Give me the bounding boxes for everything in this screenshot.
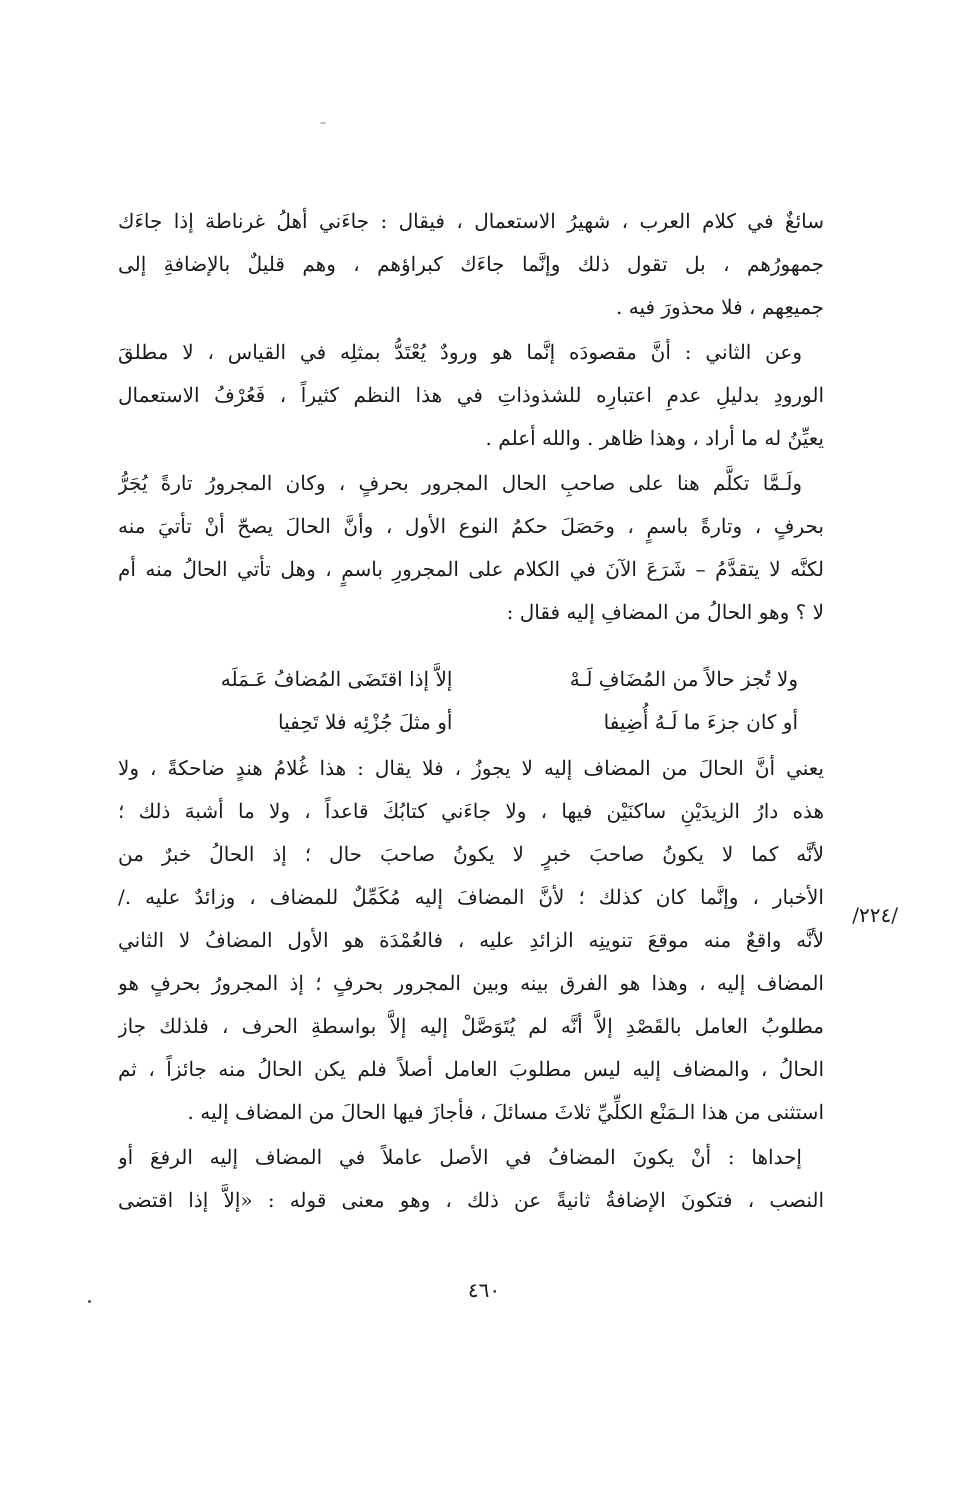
speck xyxy=(88,1300,91,1303)
verse-block xyxy=(158,658,798,744)
verse-first-hemistich: ولا تُجز حالاً من المُضَافِ لَـهْ xyxy=(569,667,798,691)
text-line: استثنى من هذا الـمَنْع الكلِّيِّ ثلاثَ مسائلَ ، فأجازَ فيها الحالَ من المضاف إليه . xyxy=(187,1100,824,1124)
text-line: مطلوبُ العامل بالقَصْدِ إلاَّ أنَّه لم يُتَوَصَّلْ إليه إلاَّ بواسطةِ الحرف ، فلذلك جاز xyxy=(118,1014,824,1038)
text-line: لأنَّه واقعٌ منه موقعَ تنوينِه الزائدِ عليه ، فالعُمْدَة هو الأول المضافُ لا الثاني xyxy=(118,928,824,952)
verse-second-hemistich: إلاَّ إذا اقتَضَى المُضافُ عَـمَلَه xyxy=(220,667,453,691)
text-line: يعني أنَّ الحالَ من المضاف إليه لا يجوزُ ، فلا يقال : هذا غُلامُ هندٍ ضاحكةً ، ولا xyxy=(118,756,824,780)
text-line: بحرفٍ ، وتارةً باسمٍ ، وحَصَلَ حكمُ النوع الأول ، وأنَّ الحالَ يصحّ أنْ تأتيَ منه xyxy=(118,514,824,538)
text-line: هذه دارُ الزيدَيْنِ ساكنَيْن فيها ، ولا جاءَني كتابُكَ قاعداً ، ولا ما أشبهَ ذلك ؛ xyxy=(118,799,824,823)
verse-line xyxy=(158,658,798,701)
text-line: جمهورُهم ، بل تقول ذلك وإنَّما جاءَك كبراؤهم ، وهم قليلٌ بالإضافةِ إلى xyxy=(118,252,824,276)
text-line: الحالُ ، والمضاف إليه ليس مطلوبَ العامل أصلاً فلم يكن الحالُ منه جائزاً ، ثم xyxy=(118,1057,824,1081)
text-line: لأنَّه كما لا يكونُ صاحبَ خبرٍ لا يكونُ صاحبَ حال ؛ إذ الحالُ خبرٌ من xyxy=(118,842,824,866)
verse-line xyxy=(158,701,798,744)
text-line: لا ؟ وهو الحالُ من المضافِ إليه فقال : xyxy=(506,600,824,624)
text-line: إحداها : أنْ يكونَ المضافُ في الأصل عاملاً في المضاف إليه الرفعَ أو xyxy=(118,1145,802,1169)
text-line: النصب ، فتكونَ الإضافةُ ثانيةً عن ذلك ، وهو معنى قوله : «إلاَّ إذا اقتضى xyxy=(118,1188,824,1212)
text-line: يعيِّنُ له ما أراد ، وهذا ظاهر . والله أعلم . xyxy=(485,426,824,450)
text-line: جميعِهم ، فلا محذورَ فيه . xyxy=(616,295,824,319)
manuscript-folio-marker: /٢٢٤/ xyxy=(852,903,898,927)
text-line: ولَـمَّا تكلَّم هنا على صاحبِ الحال المجرور بحرفٍ ، وكان المجرورُ تارةً يُجَرُّ xyxy=(118,471,802,495)
text-block-bottom xyxy=(118,747,824,1222)
page-number: ٤٦٠ xyxy=(467,1278,501,1302)
text-line: الورودِ بدليلِ عدمِ اعتبارِه للشذوذاتِ في هذا النظم كثيراً ، فَعُرْفُ الاستعمال xyxy=(118,383,824,407)
text-line: لكنَّه لا يتقدَّمُ – شَرَعَ الآنَ في الكلام على المجرورِ باسمٍ ، وهل تأتي الحالُ منه أم xyxy=(118,557,824,581)
text-line: المضاف إليه ، وهذا هو الفرق بينه وبين المجرور بحرفٍ ؛ إذ المجرورُ بحرفٍ هو xyxy=(118,971,824,995)
text-line: سائغٌ في كلام العرب ، شهيرُ الاستعمال ، فيقال : جاءَني أهلُ غرناطة إذا جاءَك xyxy=(118,209,824,233)
verse-second-hemistich: أو مثلَ جُزْئِه فلا تَحِفيا xyxy=(277,710,453,734)
verse-first-hemistich: أو كان جزءَ ما لَـهُ أُضِيفا xyxy=(603,710,798,734)
speck xyxy=(320,122,326,124)
text-line: وعن الثاني : أنَّ مقصودَه إنَّما هو ورودٌ يُعْتَدُّ بمثلِه في القياس ، لا مطلقَ xyxy=(118,340,802,364)
text-line: الأخبار ، وإنَّما كان كذلك ؛ لأنَّ المضافَ إليه مُكَمِّلٌ للمضاف ، وزائدٌ عليه ./ xyxy=(118,885,824,909)
text-block-top xyxy=(118,200,824,634)
